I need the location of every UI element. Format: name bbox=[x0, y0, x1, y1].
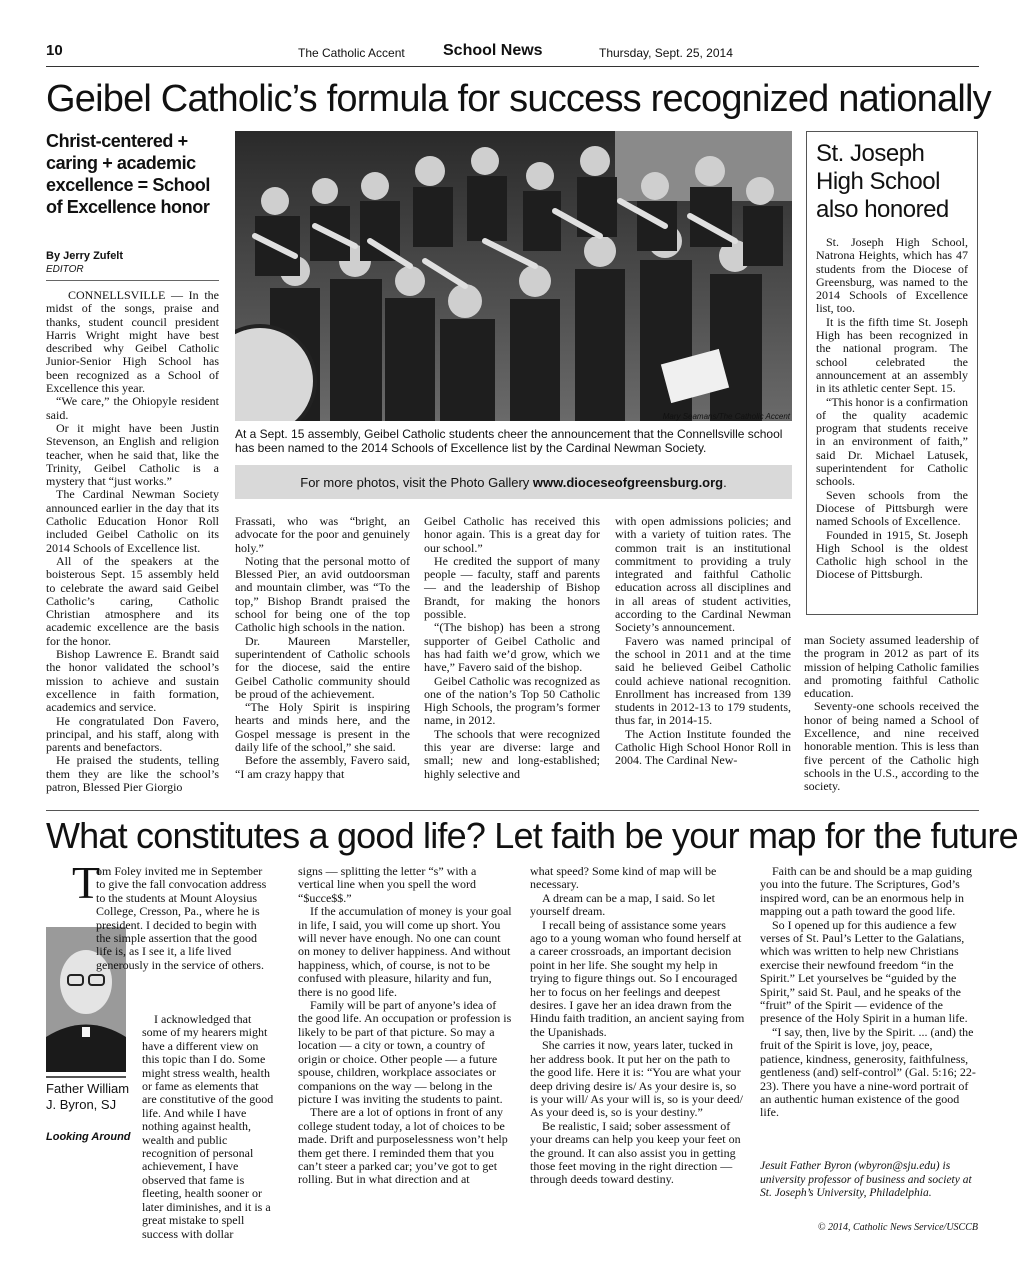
story1-column-5 bbox=[804, 634, 979, 794]
gallery-link[interactable]: www.dioceseofgreensburg.org bbox=[532, 475, 724, 490]
paragraph: Geibel Catholic was recognized as one of the nation’s Top 50 Catholic High Schools, the program’s former name, in 2012. bbox=[424, 673, 600, 728]
drop-cap: T bbox=[72, 857, 101, 908]
story1-column-2 bbox=[235, 515, 410, 781]
paragraph: Bishop Lawrence E. Brandt said the honor validated the school’s mission to achieve and sustain excellence in faith formation, academics and service. bbox=[46, 647, 219, 715]
story1-column-3 bbox=[424, 515, 600, 781]
paragraph: Geibel Catholic has received this honor again. This is a great day for our school.” bbox=[424, 514, 600, 555]
issue-date: Thursday, Sept. 25, 2014 bbox=[599, 46, 733, 60]
paragraph: “This honor is a confirmation of the quality academic program that students receive in an environment of faith,” said Dr. Michael Latusek, superintendent for Catholic schools. bbox=[816, 394, 968, 489]
story2-column-1-lead bbox=[96, 865, 274, 972]
paragraph: with open admissions policies; and with a variety of tuition rates. The common trait is an institutional commitment to providing a truly integrated and faithful Catholic education across all disciplines and in all areas of student activities, according to the Cardinal Newman Society’s announcement. bbox=[615, 514, 791, 635]
paragraph: He congratulated Don Favero, principal, and his staff, along with parents and benefactors. bbox=[46, 713, 219, 755]
paragraph: Or it might have been Justin Stevenson, an English and religion teacher, when he said that, like the Trinity, Geibel Catholic is a mystery that “just works.” bbox=[46, 420, 219, 489]
section-rule bbox=[46, 810, 979, 811]
paragraph: Faith can be and should be a map guiding you into the future. The Scriptures, God’s inspired word, can be an enormous help in mapping out a path toward the good life. bbox=[760, 864, 972, 919]
paragraph: A dream can be a map, I said. So let yourself dream. bbox=[530, 890, 715, 919]
author-name: Father William J. Byron, SJ bbox=[46, 1081, 130, 1112]
paragraph: CONNELLSVILLE — In the midst of the songs, praise and thanks, student council president Harris Wright might have best described why Geibel Catholic Junior-Senior High School has been recognized as a School of Excellence this year. bbox=[46, 288, 219, 396]
section-name: School News bbox=[443, 42, 543, 59]
author-end-note: Jesuit Father Byron (wbyron@sju.edu) is university professor of business and society at St. Joseph’s University, Philadelphia. bbox=[760, 1160, 972, 1199]
paragraph: signs — splitting the letter “s” with a vertical line when you spell the word “$ucce$$.” bbox=[298, 864, 477, 905]
paragraph: I acknowledged that some of my hearers might have a different view on this topic than I do. Some might stress wealth, health or fame as elements that are constitutive of the good life. And while I have nothing against health, wealth and public recognition of personal achievement, I have observed that fame is fleeting, health sooner or later diminishes, and it is a great mistake to spell success with dollar bbox=[142, 1012, 274, 1241]
paragraph: Dr. Maureen Marsteller, superintendent of Catholic schools for the diocese, said the entire Geibel Catholic community should be proud of the achievement. bbox=[235, 633, 410, 701]
header-rule bbox=[46, 66, 979, 67]
paragraph: Favero was named principal of the school in 2011 and at the time said he believed Geibel Catholic could achieve national recognition. Enrollment has increased from 139 students in 2012-13 to 179 students, thus far, in 2014-15. bbox=[615, 633, 791, 728]
copyright: © 2014, Catholic News Service/USCCB bbox=[817, 1222, 978, 1233]
photo-credit: Mary Seamans/The Catholic Accent bbox=[662, 412, 790, 421]
publication-name: The Catholic Accent bbox=[298, 46, 405, 60]
sidebar-title: St. Joseph High School also honored bbox=[816, 140, 949, 223]
page-number: 10 bbox=[46, 42, 63, 59]
paragraph: The Cardinal Newman Society announced earlier in the day that its Catholic Education Honor Roll included Geibel Catholic on its 2014 Schools of Excellence list. bbox=[46, 487, 219, 555]
paragraph: She carries it now, years later, tucked in her address book. It put her on the path to the good life. Here it is: “You are what your deep driving desire is/ As your desire is, so is your will/ As your will is, so is your deed/ As your deed is, so is your destiny.” bbox=[530, 1038, 743, 1120]
byline-rule bbox=[46, 280, 219, 281]
story2-column-3 bbox=[530, 865, 745, 1187]
paragraph: I recall being of assistance some years ago to a young woman who found herself at a career crossroads, an important decision point in her life. She sought my help in trying to figure things out. So I encouraged her to focus on her feelings and deepest desires. I gave her an idea drawn from the Hindu faith tradition, an ancient saying from the Upanishads. bbox=[530, 917, 745, 1039]
paragraph: Family will be part of anyone’s idea of the good life. An occupation or profession is likely to be part of that picture. So may a location — a city or town, a country of origin or choice. Other people — a future spouse, children, workplace associates or companions on the way — belong in the picture I was inviting the students to paint. bbox=[298, 998, 512, 1106]
paragraph: If the accumulation of money is your goal in life, I said, you will come up short. You will never have enough. No one can count on money to deliver happiness. And without happiness, which, of course, is not to be confused with pleasure, hilarity and fun, there is no good life. bbox=[298, 904, 512, 999]
paragraph: man Society assumed leadership of the program in 2012 as part of its mission of helping Catholic families and promoting faithful Catholic education. bbox=[804, 633, 979, 701]
story2-headline: What constitutes a good life? Let faith be your map for the future bbox=[46, 815, 1018, 856]
paragraph: The Action Institute founded the Catholic High School Honor Roll in 2004. The Cardinal New- bbox=[615, 726, 791, 768]
assembly-photo bbox=[235, 131, 792, 421]
paragraph: There are a lot of options in front of any college student today, a lot of choices to be made. Drift and purposelessness won’t help them get there. I reminded them that you can’t steer a parked car; you’ve got to get rolling. But in what direction and at bbox=[298, 1105, 508, 1187]
paragraph: He praised the students, telling them they are like the school’s patron, Blessed Pier Giorgio bbox=[46, 753, 219, 794]
gallery-prefix: For more photos, visit the Photo Gallery bbox=[300, 475, 533, 490]
paragraph: St. Joseph High School, Natrona Heights, which has 47 students from the Diocese of Greensburg, was named to the 2014 Schools of Excellence list, too. bbox=[816, 235, 968, 316]
story1-column-4 bbox=[615, 515, 791, 768]
paragraph: The schools that were recognized this year are diverse: large and small; new and long-established; highly selective and bbox=[424, 726, 600, 781]
paragraph: Before the assembly, Favero said, “I am crazy happy that bbox=[235, 753, 410, 781]
paragraph: “(The bishop) has been a strong supporter of Geibel Catholic and has had faith we’d grow, which we have,” Favero said of the bishop. bbox=[424, 620, 600, 675]
paragraph: “I say, then, live by the Spirit. ... (and) the fruit of the Spirit is love, joy, peace, patience, kindness, generosity, faithfulness, gentleness (and) self-control” (Gal. 5:16; 22-23). There you have a nine-word portrait of an authentic human existence of the good life. bbox=[760, 1024, 976, 1120]
paragraph: om Foley invited me in September to give the fall convocation address to the students at Mount Aloysius College, Cresson, Pa., where he is president. I decided to begin with the simple assertion that the good life is, as I see it, a life lived generously in the service of others. bbox=[96, 864, 267, 972]
paragraph: what speed? Some kind of map will be necessary. bbox=[530, 864, 717, 892]
paragraph: “The Holy Spirit is inspiring hearts and minds here, and the Gospel message is present in the daily life of the school,” she said. bbox=[235, 700, 410, 755]
paragraph: He credited the support of many people — faculty, staff and parents — and the leadership of Bishop Brandt, for making the honors possible. bbox=[424, 553, 600, 622]
gallery-promo bbox=[235, 475, 792, 490]
photo-illustration bbox=[235, 131, 792, 421]
story1-byline: By Jerry Zufelt bbox=[46, 250, 124, 262]
paragraph: It is the fifth time St. Joseph High has been recognized in the national program. The school celebrated the announcement at an assembly in its athletic center Sept. 15. bbox=[816, 314, 968, 396]
story1-subhead: Christ-centered + caring + academic excellence = School of Excellence honor bbox=[46, 131, 210, 217]
story2-column-2 bbox=[298, 865, 513, 1187]
paragraph: Frassati, who was “bright, an advocate for the poor and genuinely holy.” bbox=[235, 514, 410, 555]
story1-byline-title: EDITOR bbox=[46, 264, 84, 275]
paragraph: Noting that the personal motto of Blessed Pier, an avid outdoorsman and mountain climber, was “To the top,” Bishop Brandt praised the school for being one of the top Catholic high schools in the nation. bbox=[235, 553, 410, 635]
sidebar-body bbox=[816, 236, 968, 582]
story1-column-1 bbox=[46, 289, 219, 794]
column-name: Looking Around bbox=[46, 1131, 131, 1143]
paragraph: “We care,” the Ohiopyle resident said. bbox=[46, 394, 219, 422]
story1-headline: Geibel Catholic’s formula for success recognized nationally bbox=[46, 78, 991, 120]
gallery-suffix: . bbox=[723, 475, 727, 490]
story2-column-1 bbox=[142, 1013, 274, 1241]
photo-caption: At a Sept. 15 assembly, Geibel Catholic students cheer the announcement that the Connellsville school has been named to the 2014 Schools of Excellence list by the Cardinal Newman Society. bbox=[235, 427, 783, 455]
paragraph: Founded in 1915, St. Joseph High School is the oldest Catholic high school in the Diocese of Pittsburgh. bbox=[816, 527, 968, 582]
paragraph: All of the speakers at the boisterous Sept. 15 assembly held to celebrate the award said Geibel Catholic’s caring, Catholic Christian atmosphere and its academic excellence are the basis for the honor. bbox=[46, 553, 219, 648]
paragraph: So I opened up for this audience a few verses of St. Paul’s Letter to the Galatians, which was written to help new Christians exercise their newfound freedom “in the Spirit.” Let yourselves be “guided by the Spirit,” said St. Paul, and he speaks of the “fruit” of the Spirit — evidence of the presence of the Holy Spirit in a human life. bbox=[760, 917, 968, 1026]
paragraph: Seventy-one schools received the honor of being named a School of Excellence, and nine received honorable mention. This is less than five percent of the Catholic high schools in the U.S., according to the society. bbox=[804, 699, 979, 794]
author-rule bbox=[46, 1076, 126, 1078]
story2-column-4 bbox=[760, 865, 978, 1120]
paragraph: Seven schools from the Diocese of Pittsburgh were named Schools of Excellence. bbox=[816, 487, 968, 529]
paragraph: Be realistic, I said; sober assessment of your dreams can help you keep your feet on the ground. It can also assist you in getting those feet moving in the right direction — through deeds toward destiny. bbox=[530, 1118, 741, 1187]
